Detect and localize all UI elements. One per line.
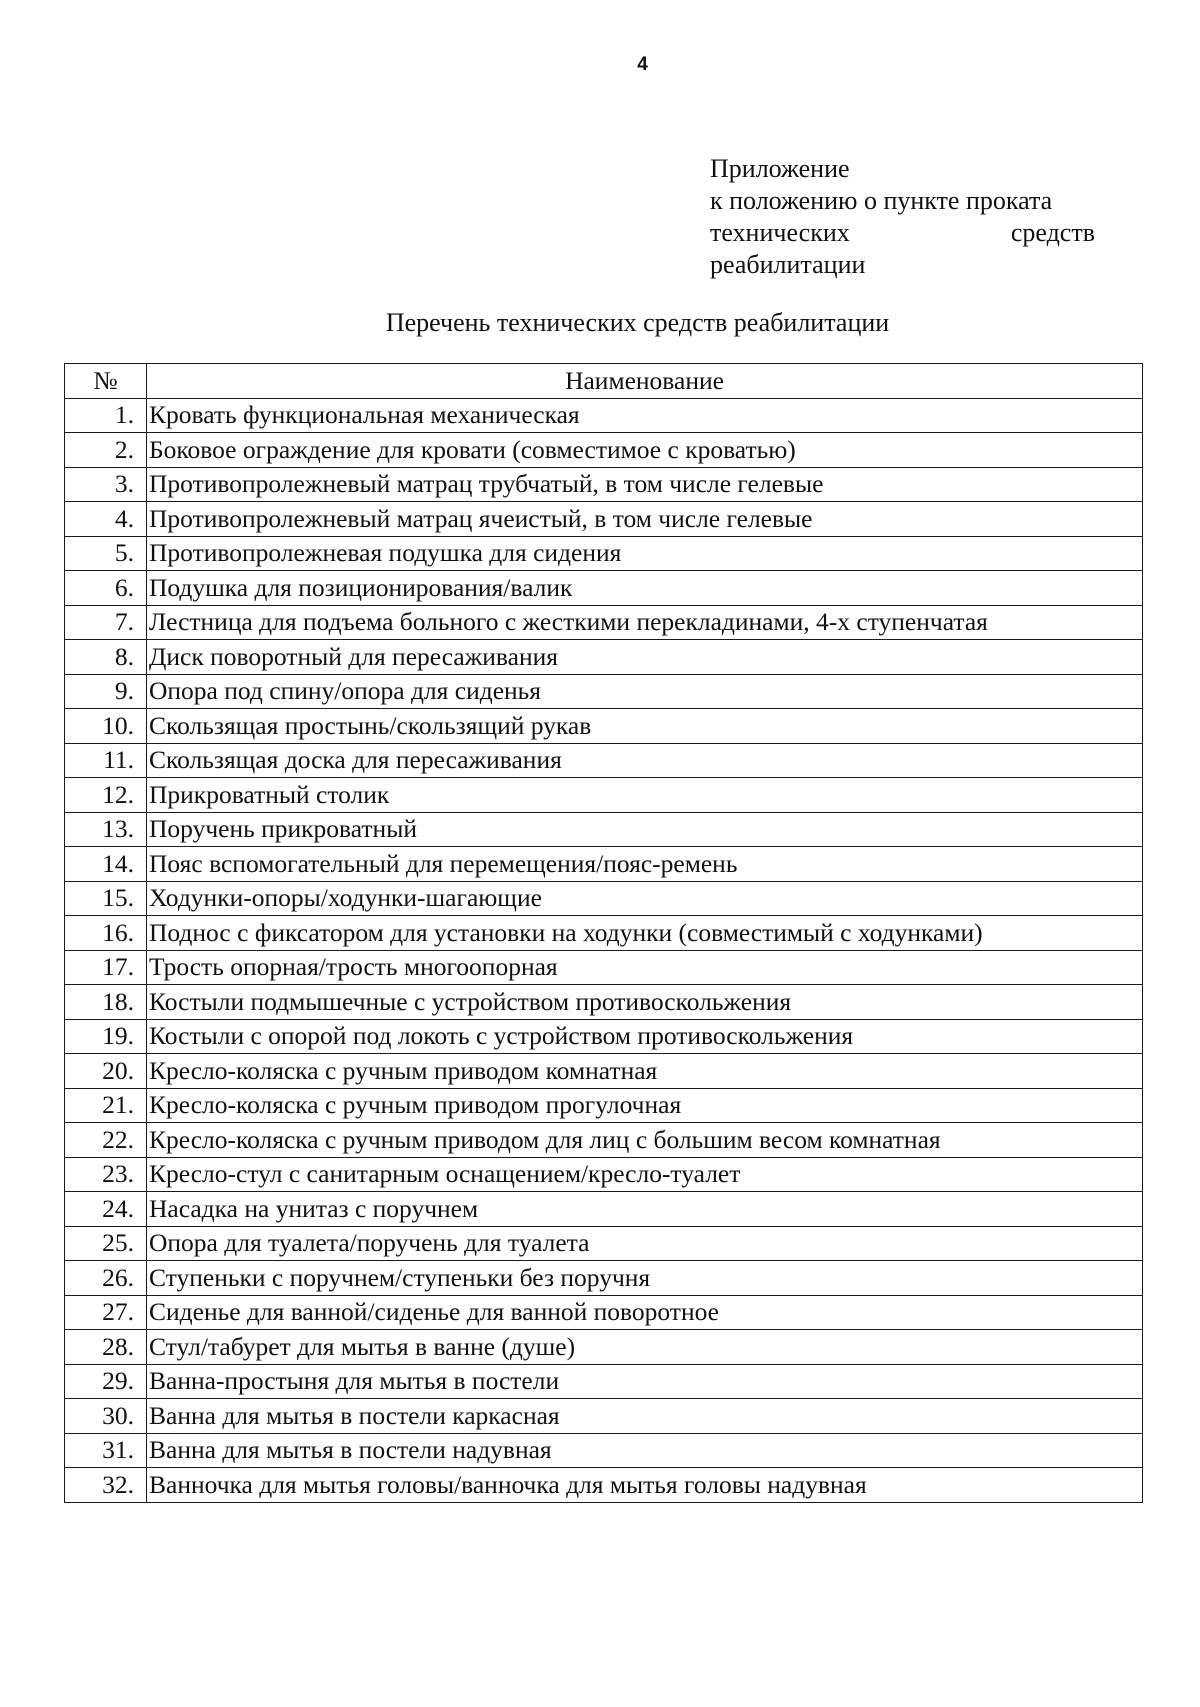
row-number: 28. xyxy=(65,1330,147,1365)
table-row xyxy=(65,812,1143,847)
row-number: 26. xyxy=(65,1261,147,1296)
table-row xyxy=(65,640,1143,675)
table-row xyxy=(65,1123,1143,1158)
table-row xyxy=(65,916,1143,951)
appendix-line-2: к положению о пункте проката xyxy=(710,186,1053,215)
row-name: Ступеньки с поручнем/ступеньки без поручня xyxy=(147,1261,1143,1296)
row-name: Ванна для мытья в постели каркасная xyxy=(147,1399,1143,1434)
row-number: 5. xyxy=(65,536,147,571)
row-number: 30. xyxy=(65,1399,147,1434)
row-name: Поднос с фиксатором для установки на ходунки (совместимый с ходунками) xyxy=(147,916,1143,951)
row-number: 12. xyxy=(65,778,147,813)
row-name: Подушка для позиционирования/валик xyxy=(147,571,1143,606)
row-name: Противопролежневый матрац ячеистый, в том числе гелевые xyxy=(147,502,1143,537)
row-number: 27. xyxy=(65,1295,147,1330)
table-body xyxy=(65,398,1143,1502)
table-row xyxy=(65,985,1143,1020)
appendix-line-1: Приложение xyxy=(710,154,850,183)
table-row xyxy=(65,536,1143,571)
row-number: 17. xyxy=(65,950,147,985)
table-row xyxy=(65,1330,1143,1365)
row-name: Диск поворотный для пересаживания xyxy=(147,640,1143,675)
row-number: 1. xyxy=(65,398,147,433)
row-name: Скользящая простынь/скользящий рукав xyxy=(147,709,1143,744)
row-number: 10. xyxy=(65,709,147,744)
row-name: Опора под спину/опора для сиденья xyxy=(147,674,1143,709)
row-name: Костыли с опорой под локоть с устройством противоскольжения xyxy=(147,1019,1143,1054)
row-number: 7. xyxy=(65,605,147,640)
table-row xyxy=(65,709,1143,744)
table-row xyxy=(65,1226,1143,1261)
row-number: 31. xyxy=(65,1433,147,1468)
table-row xyxy=(65,433,1143,468)
row-number: 15. xyxy=(65,881,147,916)
row-name: Кровать функциональная механическая xyxy=(147,398,1143,433)
row-number: 16. xyxy=(65,916,147,951)
table-row xyxy=(65,1399,1143,1434)
appendix-line-3-left: технических xyxy=(710,218,850,247)
table-row xyxy=(65,605,1143,640)
row-name: Костыли подмышечные с устройством противоскольжения xyxy=(147,985,1143,1020)
row-name: Кресло-коляска с ручным приводом прогулочная xyxy=(147,1088,1143,1123)
row-number: 32. xyxy=(65,1468,147,1503)
row-name: Сиденье для ванной/сиденье для ванной поворотное xyxy=(147,1295,1143,1330)
row-name: Кресло-стул с санитарным оснащением/кресло-туалет xyxy=(147,1157,1143,1192)
row-number: 20. xyxy=(65,1054,147,1089)
table-row xyxy=(65,950,1143,985)
row-name: Пояс вспомогательный для перемещения/пояс-ремень xyxy=(147,847,1143,882)
row-name: Кресло-коляска с ручным приводом для лиц с большим весом комнатная xyxy=(147,1123,1143,1158)
table-row xyxy=(65,398,1143,433)
appendix-line-4: реабилитации xyxy=(710,250,866,279)
row-number: 21. xyxy=(65,1088,147,1123)
row-name: Поручень прикроватный xyxy=(147,812,1143,847)
table-row xyxy=(65,1192,1143,1227)
list-title: Перечень технических средств реабилитации xyxy=(385,308,890,337)
row-name: Противопролежневый матрац трубчатый, в том числе гелевые xyxy=(147,467,1143,502)
row-name: Стул/табурет для мытья в ванне (душе) xyxy=(147,1330,1143,1365)
row-number: 24. xyxy=(65,1192,147,1227)
appendix-line-3-right: средств xyxy=(1010,218,1095,247)
row-number: 29. xyxy=(65,1364,147,1399)
table-row xyxy=(65,778,1143,813)
row-number: 18. xyxy=(65,985,147,1020)
row-name: Боковое ограждение для кровати (совместимое с кроватью) xyxy=(147,433,1143,468)
row-number: 22. xyxy=(65,1123,147,1158)
row-name: Ванночка для мытья головы/ванночка для мытья головы надувная xyxy=(147,1468,1143,1503)
row-number: 8. xyxy=(65,640,147,675)
table-header-row xyxy=(65,364,1143,399)
table-row xyxy=(65,1433,1143,1468)
row-name: Насадка на унитаз с поручнем xyxy=(147,1192,1143,1227)
table-row xyxy=(65,502,1143,537)
row-number: 13. xyxy=(65,812,147,847)
row-name: Опора для туалета/поручень для туалета xyxy=(147,1226,1143,1261)
row-number: 6. xyxy=(65,571,147,606)
row-number: 4. xyxy=(65,502,147,537)
table-row xyxy=(65,467,1143,502)
row-number: 3. xyxy=(65,467,147,502)
table-row xyxy=(65,1468,1143,1503)
row-number: 2. xyxy=(65,433,147,468)
table-row xyxy=(65,1364,1143,1399)
row-name: Кресло-коляска с ручным приводом комнатная xyxy=(147,1054,1143,1089)
row-name: Трость опорная/трость многоопорная xyxy=(147,950,1143,985)
appendix-line-3 xyxy=(710,217,1095,249)
row-name: Ванна-простыня для мытья в постели xyxy=(147,1364,1143,1399)
row-number: 19. xyxy=(65,1019,147,1054)
table-row xyxy=(65,571,1143,606)
table-row xyxy=(65,743,1143,778)
table-row xyxy=(65,1088,1143,1123)
table-row xyxy=(65,881,1143,916)
row-name: Ванна для мытья в постели надувная xyxy=(147,1433,1143,1468)
table-row xyxy=(65,1157,1143,1192)
row-name: Лестница для подъема больного с жесткими перекладинами, 4-х ступенчатая xyxy=(147,605,1143,640)
row-number: 9. xyxy=(65,674,147,709)
rehab-items-table xyxy=(64,363,1143,1503)
header-name: Наименование xyxy=(147,364,1143,399)
table-row xyxy=(65,674,1143,709)
row-name: Скользящая доска для пересаживания xyxy=(147,743,1143,778)
row-name: Противопролежневая подушка для сидения xyxy=(147,536,1143,571)
row-name: Прикроватный столик xyxy=(147,778,1143,813)
appendix-block xyxy=(710,153,1095,281)
table-row xyxy=(65,1261,1143,1296)
table-row xyxy=(65,1054,1143,1089)
header-number: № xyxy=(65,364,147,399)
row-name: Ходунки-опоры/ходунки-шагающие xyxy=(147,881,1143,916)
row-number: 14. xyxy=(65,847,147,882)
table-row xyxy=(65,1295,1143,1330)
row-number: 23. xyxy=(65,1157,147,1192)
page-number: 4 xyxy=(637,54,648,75)
table-row xyxy=(65,847,1143,882)
table-row xyxy=(65,1019,1143,1054)
row-number: 11. xyxy=(65,743,147,778)
row-number: 25. xyxy=(65,1226,147,1261)
